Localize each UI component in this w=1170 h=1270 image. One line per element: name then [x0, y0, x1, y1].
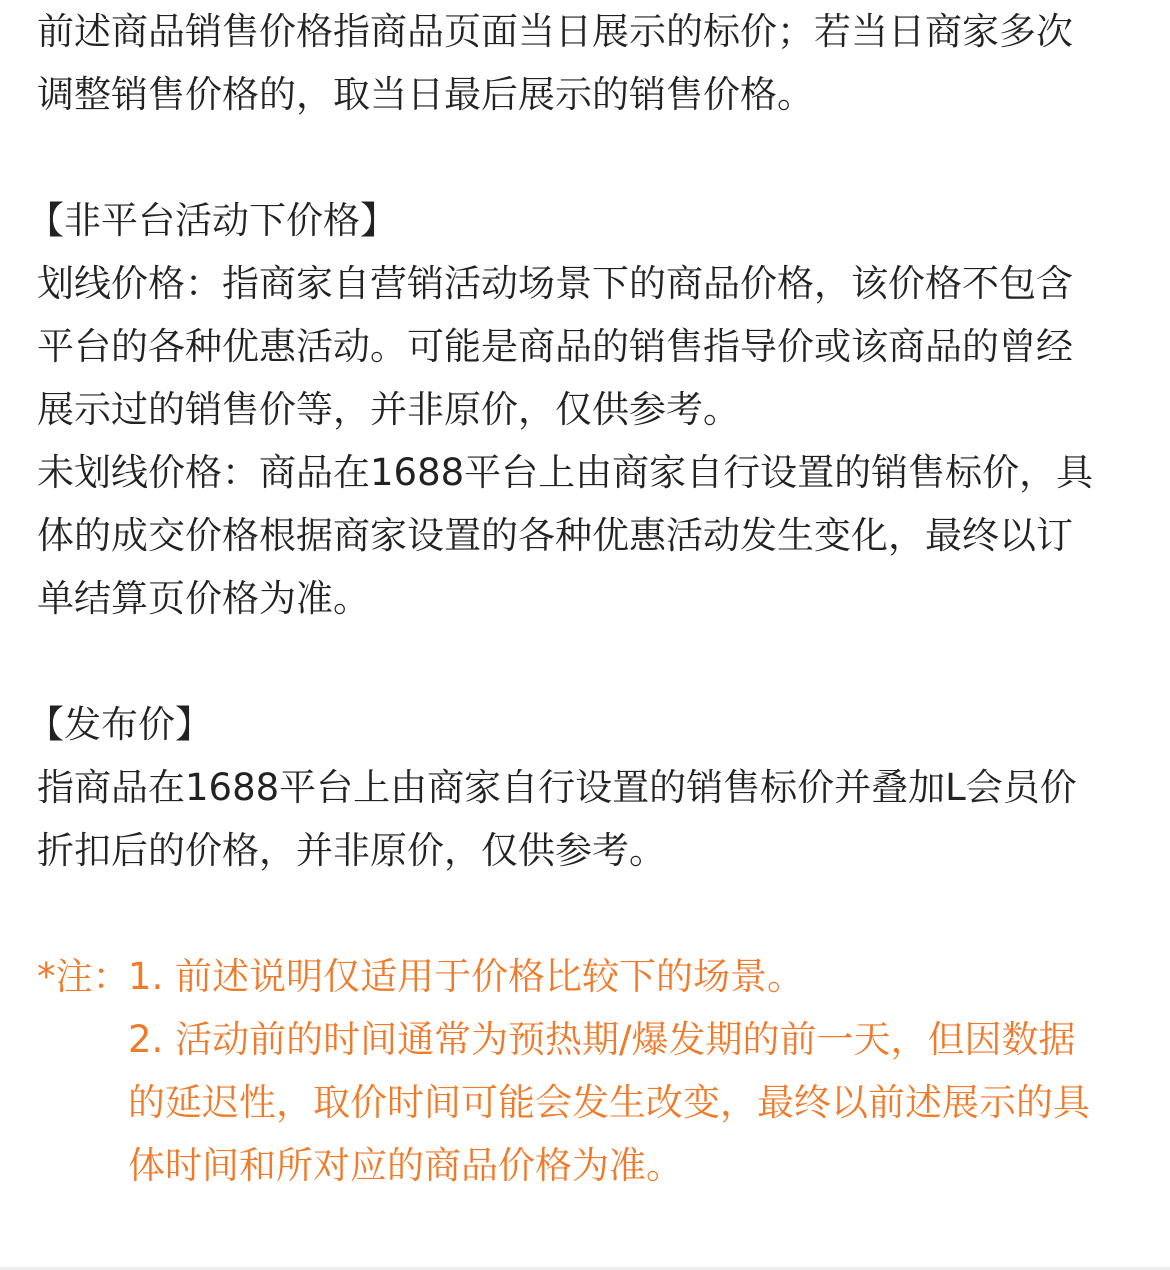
- non-platform-line-1: 划线价格：指商家自营销活动场景下的商品价格，该价格不包含: [37, 262, 1073, 305]
- non-platform-line-2: 平台的各种优惠活动。可能是商品的销售指导价或该商品的曾经: [37, 325, 1073, 368]
- note-line-2: 2. 活动前的时间通常为预热期/爆发期的前一天，但因数据: [128, 1018, 1076, 1061]
- publish-price-heading: 【发布价】: [27, 703, 212, 746]
- price-explanation-document: [27, 0, 1133, 1197]
- publish-price-line-1: 指商品在1688平台上由商家自行设置的销售标价并叠加L会员价: [37, 766, 1077, 809]
- spacer: [37, 630, 1133, 693]
- spacer: [37, 126, 1133, 189]
- note-line-4: 体时间和所对应的商品价格为准。: [128, 1144, 683, 1187]
- note-line-1: 1. 前述说明仅适用于价格比较下的场景。: [128, 955, 805, 998]
- publish-price-line-2: 折扣后的价格，并非原价，仅供参考。: [37, 829, 666, 872]
- non-platform-line-5: 体的成交价格根据商家设置的各种优惠活动发生变化，最终以订: [37, 514, 1073, 557]
- note-line-3: 的延迟性，取价时间可能会发生改变，最终以前述展示的具: [128, 1081, 1090, 1124]
- intro-line-2: 调整销售价格的，取当日最后展示的销售价格。: [37, 73, 814, 116]
- non-platform-heading: 【非平台活动下价格】: [27, 199, 397, 242]
- note-section: [37, 945, 1133, 1197]
- intro-line-1: 前述商品销售价格指商品页面当日展示的标价；若当日商家多次: [37, 10, 1073, 53]
- note-body: [128, 945, 1133, 1197]
- note-prefix: *注：: [37, 955, 130, 998]
- spacer: [37, 882, 1133, 945]
- non-platform-line-4: 未划线价格：商品在1688平台上由商家自行设置的销售标价，具: [37, 451, 1094, 494]
- non-platform-line-6: 单结算页价格为准。: [37, 577, 370, 620]
- non-platform-line-3: 展示过的销售价等，并非原价，仅供参考。: [37, 388, 740, 431]
